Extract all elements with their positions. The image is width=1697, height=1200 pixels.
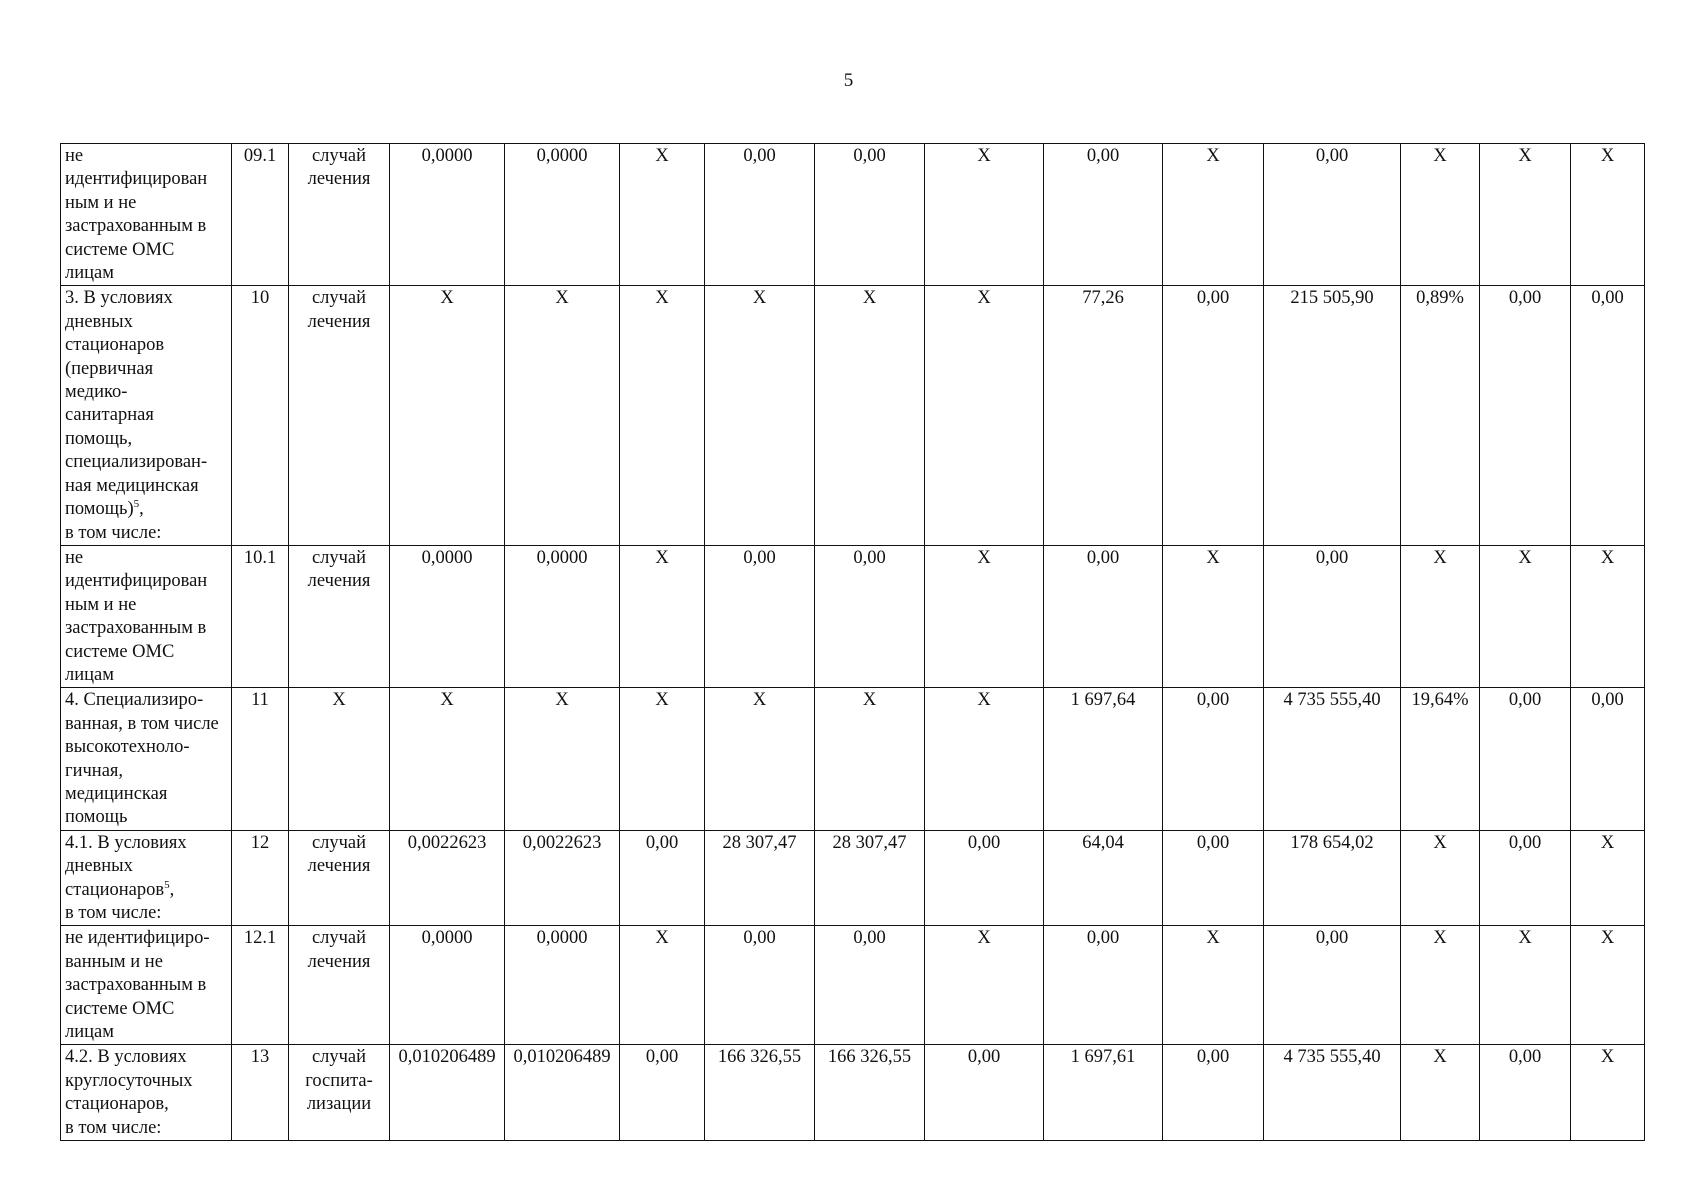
unit-cell: случай лечения xyxy=(289,926,390,1045)
norm-volume-oms-cell: 0,0000 xyxy=(505,926,620,1045)
row-name-line: стационаров xyxy=(65,335,165,356)
unit-cell: случай лечения xyxy=(289,830,390,926)
norm-cost-total-cell: 28 307,47 xyxy=(705,830,815,926)
norm-volume-budget-cell: Х xyxy=(620,688,705,830)
row-name-line: застрахованным в xyxy=(65,975,207,996)
norm-volume-budget-cell: Х xyxy=(620,144,705,286)
share-percent-cell: Х xyxy=(1401,830,1480,926)
row-name-text: помощь) xyxy=(65,499,134,520)
per-capita-oms-cell: 77,26 xyxy=(1044,286,1163,545)
norm-cost-budget-cell: Х xyxy=(925,926,1044,1045)
total-budget-cell: 0,00 xyxy=(1480,286,1571,545)
row-name-line: не xyxy=(65,146,84,166)
row-name-line: 4. Специализиро- xyxy=(65,690,204,711)
share-percent-cell: Х xyxy=(1401,144,1480,286)
row-name-line xyxy=(65,498,229,521)
row-name-line: не xyxy=(65,547,84,568)
norm-cost-oms-cell: 166 326,55 xyxy=(815,1045,925,1141)
norm-cost-oms-cell: 0,00 xyxy=(815,144,925,286)
norm-volume-oms-cell: Х xyxy=(505,286,620,545)
per-capita-budget-cell: Х xyxy=(1163,144,1264,286)
norm-volume-oms-cell: Х xyxy=(505,688,620,830)
row-name-line: не идентифициро- xyxy=(65,928,210,949)
row-code-cell: 12 xyxy=(232,830,289,926)
row-name-line: медицинская xyxy=(65,783,168,804)
row-name-line: ная медицинская xyxy=(65,475,199,496)
norm-volume-oms-cell: 0,0000 xyxy=(505,545,620,687)
total-budget-cell: 0,00 xyxy=(1480,688,1571,830)
norm-cost-total-cell: 0,00 xyxy=(705,144,815,286)
norm-volume-budget-cell: Х xyxy=(620,545,705,687)
row-name-line: дневных xyxy=(65,311,133,332)
share-percent-cell: 0,89% xyxy=(1401,286,1480,545)
row-name-line: помощь xyxy=(65,807,128,828)
row-name-cell xyxy=(61,144,232,286)
total-oms-cell: 178 654,02 xyxy=(1264,830,1401,926)
norm-volume-budget-cell: 0,00 xyxy=(620,830,705,926)
total-other-cell: Х xyxy=(1571,1045,1645,1141)
table-row xyxy=(61,926,1645,1045)
share-percent-cell: Х xyxy=(1401,926,1480,1045)
total-oms-cell: 215 505,90 xyxy=(1264,286,1401,545)
row-name-line: ным и не xyxy=(65,594,137,615)
per-capita-budget-cell: 0,00 xyxy=(1163,286,1264,545)
unit-cell: Х xyxy=(289,688,390,830)
per-capita-budget-cell: 0,00 xyxy=(1163,830,1264,926)
financing-table xyxy=(60,143,1645,1141)
row-name-line: 4.1. В условиях xyxy=(65,832,187,853)
row-name-cell xyxy=(61,926,232,1045)
row-name-line: (первичная xyxy=(65,358,154,379)
norm-volume-total-cell: 0,010206489 xyxy=(390,1045,505,1141)
table-row xyxy=(61,830,1645,926)
row-name-line: идентифицирован xyxy=(65,571,208,592)
total-budget-cell: 0,00 xyxy=(1480,1045,1571,1141)
norm-cost-oms-cell: 0,00 xyxy=(815,545,925,687)
per-capita-oms-cell: 1 697,61 xyxy=(1044,1045,1163,1141)
row-name-line: ванная, в том числе xyxy=(65,713,219,734)
row-name-line: системе ОМС xyxy=(65,641,175,662)
norm-cost-oms-cell: Х xyxy=(815,286,925,545)
row-name-line: застрахованным в xyxy=(65,216,207,237)
row-name-line: ванным и не xyxy=(65,951,163,972)
total-other-cell: Х xyxy=(1571,830,1645,926)
row-name-text: стационаров xyxy=(65,879,165,900)
total-oms-cell: 4 735 555,40 xyxy=(1264,1045,1401,1141)
table-row xyxy=(61,286,1645,545)
norm-cost-budget-cell: 0,00 xyxy=(925,830,1044,926)
unit-cell: случай лечения xyxy=(289,286,390,545)
footnote-ref: 5 xyxy=(164,878,170,891)
per-capita-budget-cell: Х xyxy=(1163,926,1264,1045)
row-name-line xyxy=(65,879,229,902)
per-capita-budget-cell: 0,00 xyxy=(1163,688,1264,830)
total-other-cell: Х xyxy=(1571,545,1645,687)
norm-volume-budget-cell: 0,00 xyxy=(620,1045,705,1141)
per-capita-oms-cell: 64,04 xyxy=(1044,830,1163,926)
row-name-line: застрахованным в xyxy=(65,618,207,639)
share-percent-cell: 19,64% xyxy=(1401,688,1480,830)
row-code-cell: 12.1 xyxy=(232,926,289,1045)
row-code-cell: 11 xyxy=(232,688,289,830)
row-name-line: 4.2. В условиях xyxy=(65,1047,187,1068)
row-name-line: идентифицирован xyxy=(65,169,208,190)
row-name-line: ным и не xyxy=(65,192,137,213)
per-capita-oms-cell: 0,00 xyxy=(1044,926,1163,1045)
row-code-cell: 10.1 xyxy=(232,545,289,687)
norm-volume-total-cell: 0,0000 xyxy=(390,926,505,1045)
norm-cost-total-cell: 0,00 xyxy=(705,545,815,687)
norm-cost-budget-cell: Х xyxy=(925,545,1044,687)
norm-cost-oms-cell: 0,00 xyxy=(815,926,925,1045)
norm-cost-oms-cell: 28 307,47 xyxy=(815,830,925,926)
row-name-line: высокотехноло- xyxy=(65,737,190,758)
total-oms-cell: 4 735 555,40 xyxy=(1264,688,1401,830)
norm-cost-total-cell: Х xyxy=(705,286,815,545)
row-name-cell xyxy=(61,1045,232,1141)
total-other-cell: 0,00 xyxy=(1571,286,1645,545)
norm-volume-total-cell: 0,0022623 xyxy=(390,830,505,926)
row-name-line: 3. В условиях xyxy=(65,288,173,309)
norm-volume-total-cell: 0,0000 xyxy=(390,144,505,286)
row-name-cell xyxy=(61,286,232,545)
total-oms-cell: 0,00 xyxy=(1264,144,1401,286)
row-code-cell: 09.1 xyxy=(232,144,289,286)
row-name-line: системе ОМС xyxy=(65,998,175,1019)
row-name-line: медико- xyxy=(65,382,128,403)
norm-volume-oms-cell: 0,0022623 xyxy=(505,830,620,926)
unit-cell: случай лечения xyxy=(289,144,390,286)
row-name-line: в том числе: xyxy=(65,522,162,543)
row-name-line: санитарная xyxy=(65,405,154,426)
footnote-ref: 5 xyxy=(133,497,140,510)
norm-volume-total-cell: Х xyxy=(390,286,505,545)
page-number: 5 xyxy=(843,70,854,91)
row-name-line: стационаров, xyxy=(65,1094,169,1115)
per-capita-budget-cell: Х xyxy=(1163,545,1264,687)
total-other-cell: 0,00 xyxy=(1571,688,1645,830)
norm-volume-budget-cell: Х xyxy=(620,286,705,545)
total-oms-cell: 0,00 xyxy=(1264,926,1401,1045)
norm-cost-budget-cell: 0,00 xyxy=(925,1045,1044,1141)
per-capita-oms-cell: 0,00 xyxy=(1044,545,1163,687)
norm-volume-budget-cell: Х xyxy=(620,926,705,1045)
row-name-line: системе ОМС xyxy=(65,239,175,260)
row-code-cell: 13 xyxy=(232,1045,289,1141)
norm-volume-oms-cell: 0,0000 xyxy=(505,144,620,286)
table-body xyxy=(61,144,1645,1141)
row-name-cell xyxy=(61,830,232,926)
row-name-line: гичная, xyxy=(65,760,124,781)
row-name-line: лицам xyxy=(65,263,114,284)
total-budget-cell: Х xyxy=(1480,545,1571,687)
row-name-line: круглосуточных xyxy=(65,1070,193,1091)
row-name-line: специализирован- xyxy=(65,452,208,473)
row-name-cell xyxy=(61,545,232,687)
row-name-line: лицам xyxy=(65,1022,114,1043)
per-capita-oms-cell: 1 697,64 xyxy=(1044,688,1163,830)
table-row xyxy=(61,688,1645,830)
total-budget-cell: 0,00 xyxy=(1480,830,1571,926)
row-name-line: помощь, xyxy=(65,428,133,449)
table-row xyxy=(61,144,1645,286)
row-name-cell xyxy=(61,688,232,830)
norm-volume-total-cell: 0,0000 xyxy=(390,545,505,687)
norm-cost-total-cell: 0,00 xyxy=(705,926,815,1045)
total-other-cell: Х xyxy=(1571,926,1645,1045)
total-oms-cell: 0,00 xyxy=(1264,545,1401,687)
per-capita-oms-cell: 0,00 xyxy=(1044,144,1163,286)
norm-volume-total-cell: Х xyxy=(390,688,505,830)
norm-cost-total-cell: 166 326,55 xyxy=(705,1045,815,1141)
row-name-line: дневных xyxy=(65,856,133,877)
row-name-line: в том числе: xyxy=(65,1117,162,1138)
row-name-punct: , xyxy=(169,879,175,900)
row-name-line: в том числе: xyxy=(65,903,162,923)
table-row xyxy=(61,545,1645,687)
unit-cell: случай госпита-лизации xyxy=(289,1045,390,1141)
total-budget-cell: Х xyxy=(1480,926,1571,1045)
norm-cost-budget-cell: Х xyxy=(925,286,1044,545)
row-name-line: лицам xyxy=(65,664,114,685)
norm-cost-total-cell: Х xyxy=(705,688,815,830)
norm-cost-oms-cell: Х xyxy=(815,688,925,830)
norm-volume-oms-cell: 0,010206489 xyxy=(505,1045,620,1141)
norm-cost-budget-cell: Х xyxy=(925,688,1044,830)
table-row xyxy=(61,1045,1645,1141)
unit-cell: случай лечения xyxy=(289,545,390,687)
share-percent-cell: Х xyxy=(1401,1045,1480,1141)
norm-cost-budget-cell: Х xyxy=(925,144,1044,286)
row-name-punct: , xyxy=(139,499,144,520)
share-percent-cell: Х xyxy=(1401,545,1480,687)
per-capita-budget-cell: 0,00 xyxy=(1163,1045,1264,1141)
total-other-cell: Х xyxy=(1571,144,1645,286)
row-code-cell: 10 xyxy=(232,286,289,545)
total-budget-cell: Х xyxy=(1480,144,1571,286)
